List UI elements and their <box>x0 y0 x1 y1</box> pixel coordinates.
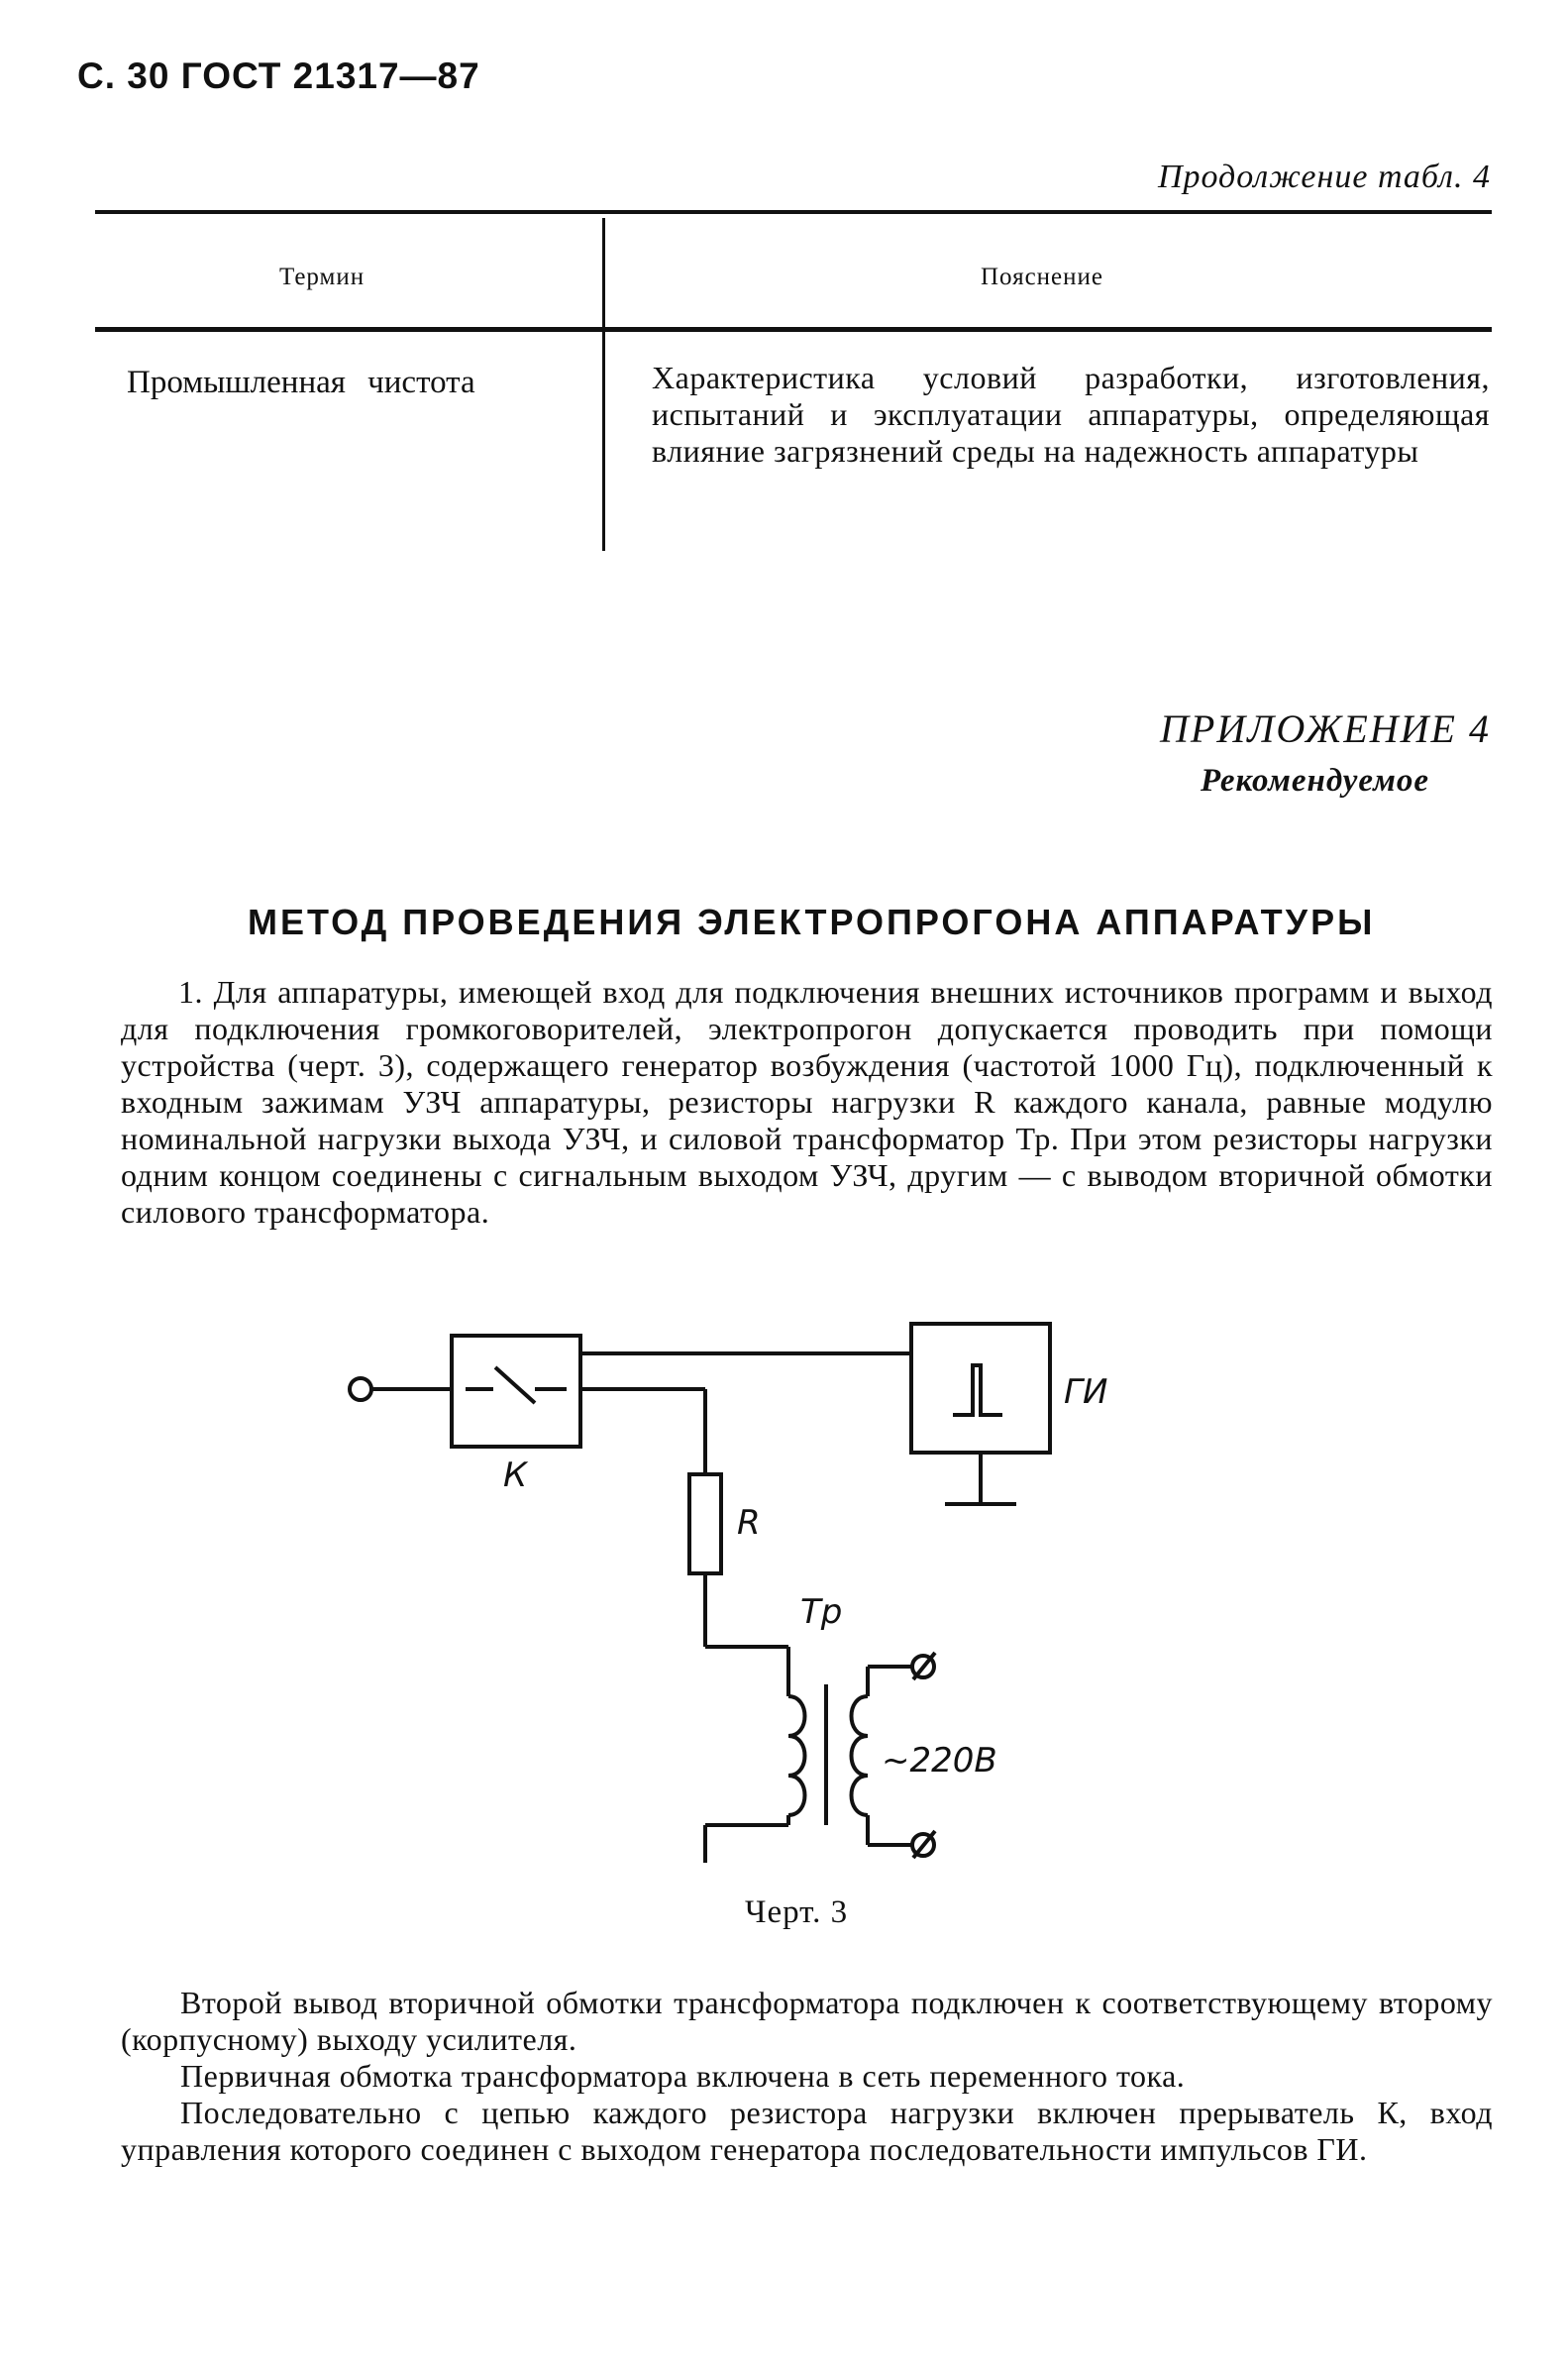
secondary-coil-icon <box>788 1696 805 1815</box>
primary-coil-icon <box>852 1696 869 1815</box>
term-cell: Промышленная чистота <box>127 365 475 400</box>
column-header-explanation: Пояснение <box>981 264 1104 290</box>
figure-caption: Черт. 3 <box>745 1894 849 1930</box>
paragraph-1: 1. Для аппаратуры, имеющей вход для подключения внешних источников программ и выход для подключения громкоговорителей, электропрогон допускается проводить при помощи устройства (черт. 3), содержащего генератор возбуждения (частотой 1000 Гц), подключенный к входным зажимам УЗЧ аппаратуры, резисторы нагрузки R каждого канала, равные модулю номинальной нагрузки выхода УЗЧ, и силовой трансформатор Тр. При этом резисторы нагрузки одним концом соединены с сигнальным выходом УЗЧ, другим — с выводом вторичной обмотки силового трансформатора. <box>121 974 1493 1230</box>
mains-terminal-bottom-icon <box>912 1831 935 1858</box>
switch-label: К <box>503 1456 528 1495</box>
pulse-icon <box>953 1365 1002 1415</box>
table-top-rule <box>95 210 1492 214</box>
paragraph-3: Первичная обмотка трансформатора включена в сеть переменного тока. <box>180 2058 1186 2094</box>
section-title: МЕТОД ПРОВЕДЕНИЯ ЭЛЕКТРОПРОГОНА АППАРАТУРЫ <box>248 902 1376 942</box>
generator-label: ГИ <box>1064 1372 1108 1412</box>
circuit-diagram <box>337 1308 1129 1863</box>
mains-terminal-top-icon <box>912 1653 935 1679</box>
resistor-icon <box>689 1474 721 1573</box>
paragraph-4: Последовательно с цепью каждого резистора нагрузки включен прерыватель К, вход управления которого соединен с выходом генератора последовательности импульсов ГИ. <box>121 2095 1493 2167</box>
input-terminal <box>350 1378 371 1400</box>
explanation-cell: Характеристика условий разработки, изготовления, испытаний и эксплуатации аппаратуры, определяющая влияние загрязнений среды на надежность аппаратуры <box>652 360 1490 469</box>
table-continuation-label: Продолжение табл. 4 <box>1157 159 1491 195</box>
resistor-label: R <box>737 1503 761 1543</box>
paragraph-2: Второй вывод вторичной обмотки трансформатора подключен к соответствующему второму (корпусному) выходу усилителя. <box>121 1985 1493 2057</box>
page-header: С. 30 ГОСТ 21317—87 <box>77 55 480 96</box>
annex-status: Рекомендуемое <box>1200 763 1429 799</box>
table-column-divider <box>602 218 605 551</box>
transformer-label: Тр <box>800 1592 843 1632</box>
switch-icon <box>466 1367 567 1403</box>
column-header-term: Термин <box>279 264 366 290</box>
annex-title: ПРИЛОЖЕНИЕ 4 <box>1160 706 1491 751</box>
table-header-rule <box>95 327 1492 332</box>
voltage-label: ~220В <box>882 1741 997 1781</box>
